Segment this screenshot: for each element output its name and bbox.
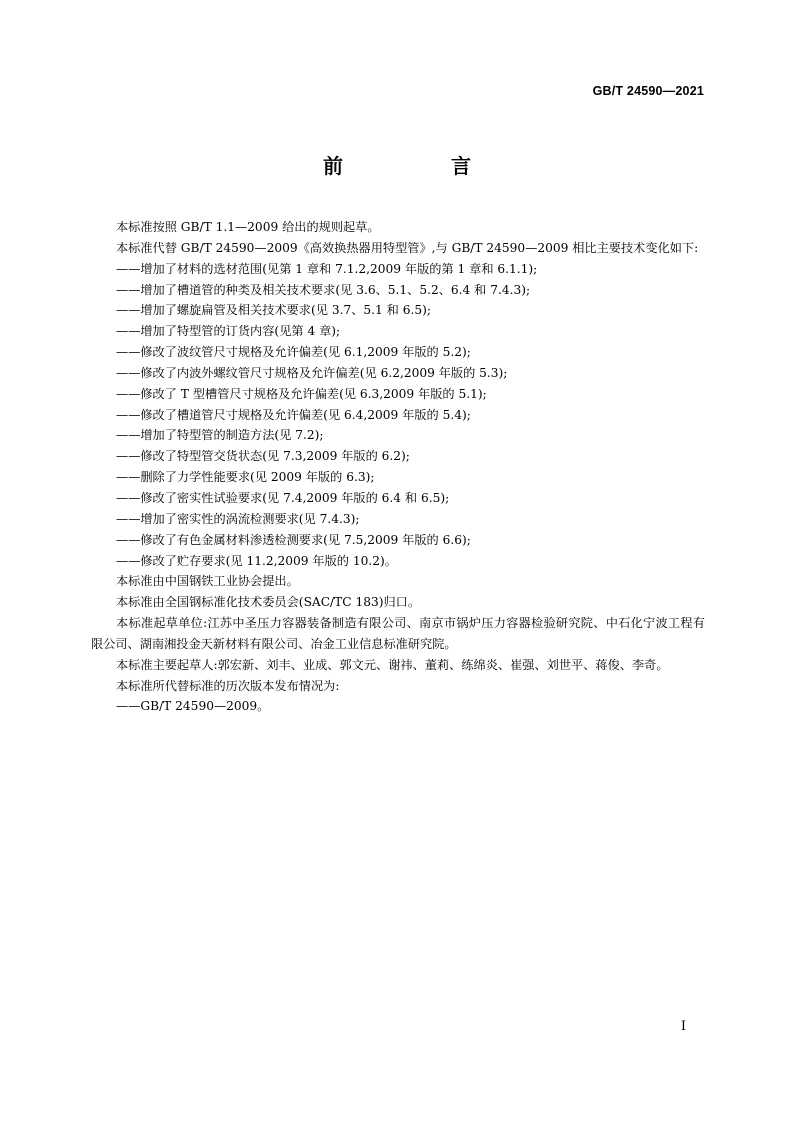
change-item: ——增加了密实性的涡流检测要求(见 7.4.3); [116, 511, 360, 526]
change-item: ——修改了密实性试验要求(见 7.4,2009 年版的 6.4 和 6.5); [116, 490, 450, 505]
paragraph-drafting-rule: 本标准按照 GB/T 1.1—2009 给出的规则起草。 [116, 220, 380, 234]
change-item: ——增加了特型管的制造方法(见 7.2); [116, 428, 324, 443]
foreword-body [91, 217, 705, 717]
paragraph-replacement: 本标准代替 GB/T 24590—2009《高效换热器用特型管》,与 GB/T 24590—2009 相比主要技术变化如下: [116, 240, 699, 255]
paragraph-drafters: 本标准主要起草人:郭宏新、刘丰、业成、郭文元、谢祎、董莉、练绵炎、崔强、刘世平、蒋俊、李奇。 [116, 657, 669, 672]
change-item: ——增加了螺旋扁管及相关技术要求(见 3.7、5.1 和 6.5); [116, 303, 431, 318]
change-item: ——增加了材料的选材范围(见第 1 章和 7.1.2,2009 年版的第 1 章和 6.1.1); [116, 261, 538, 276]
paragraph-proposer: 本标准由中国钢铁工业协会提出。 [116, 574, 299, 589]
change-item: ——删除了力学性能要求(见 2009 年版的 6.3); [116, 470, 375, 485]
paragraph-history: 本标准所代替标准的历次版本发布情况为: [116, 678, 340, 693]
history-item: ——GB/T 24590—2009。 [116, 699, 270, 714]
change-item: ——修改了贮存要求(见 11.2,2009 年版的 10.2)。 [116, 553, 397, 568]
paragraph-committee: 本标准由全国钢标准化技术委员会(SAC/TC 183)归口。 [116, 595, 421, 610]
paragraph-drafting-units: 本标准起草单位:江苏中圣压力容器装备制造有限公司、南京市锅炉压力容器检验研究院、中石化宁波工程有限公司、湖南湘投金天新材料有限公司、冶金工业信息标准研究院。 [91, 616, 705, 651]
change-item: ——修改了内波外螺纹管尺寸规格及允许偏差(见 6.2,2009 年版的 5.3); [116, 365, 508, 380]
change-item: ——修改了 T 型槽管尺寸规格及允许偏差(见 6.3,2009 年版的 5.1); [116, 386, 487, 401]
change-item: ——增加了特型管的订货内容(见第 4 章); [116, 324, 341, 339]
change-item: ——修改了波纹管尺寸规格及允许偏差(见 6.1,2009 年版的 5.2); [116, 345, 471, 360]
change-item: ——修改了有色金属材料渗透检测要求(见 7.5,2009 年版的 6.6); [116, 532, 471, 547]
page-title: 前 言 [323, 154, 515, 178]
page-number: I [680, 1019, 686, 1034]
change-item: ——修改了槽道管尺寸规格及允许偏差(见 6.4,2009 年版的 5.4); [116, 407, 471, 422]
change-item: ——增加了槽道管的种类及相关技术要求(见 3.6、5.1、5.2、6.4 和 7.4.3); [116, 282, 531, 297]
change-item: ——修改了特型管交货状态(见 7.3,2009 年版的 6.2); [116, 449, 410, 464]
standard-code: GB/T 24590—2021 [592, 84, 704, 98]
